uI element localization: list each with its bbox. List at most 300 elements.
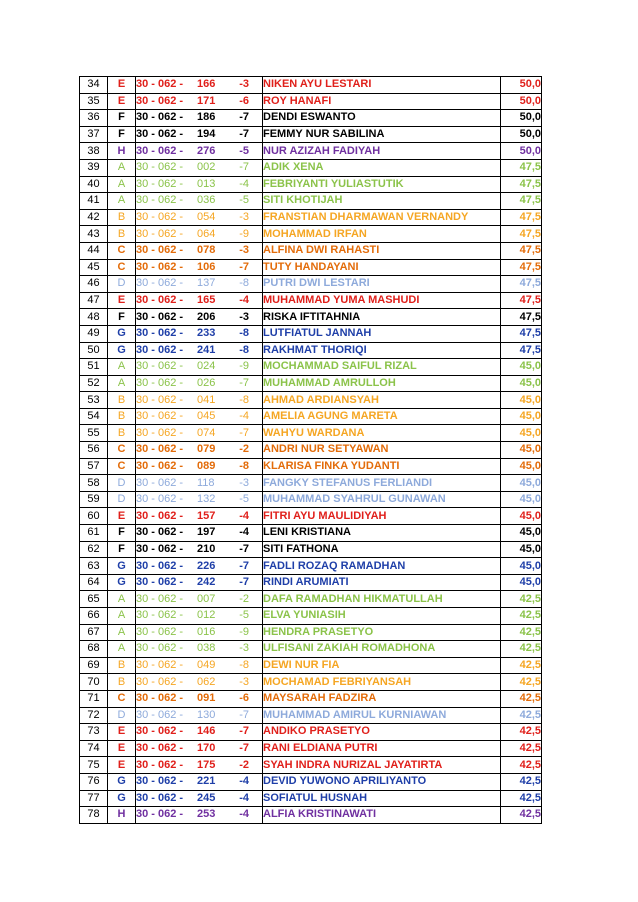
table-row bbox=[80, 807, 542, 824]
row-number: 35 bbox=[80, 93, 108, 110]
student-name: KLARISA FINKA YUDANTI bbox=[263, 458, 501, 475]
row-number: 78 bbox=[80, 807, 108, 824]
row-number: 74 bbox=[80, 740, 108, 757]
registration-code bbox=[136, 491, 263, 508]
code-check: -5 bbox=[239, 493, 249, 506]
score-value: 42,5 bbox=[501, 807, 542, 824]
code-check: -7 bbox=[239, 161, 249, 174]
score-value: 47,5 bbox=[501, 193, 542, 210]
class-letter: E bbox=[108, 740, 136, 757]
registration-code bbox=[136, 674, 263, 691]
table-row bbox=[80, 375, 542, 392]
score-value: 47,5 bbox=[501, 159, 542, 176]
class-letter: D bbox=[108, 475, 136, 492]
student-name: LENI KRISTIANA bbox=[263, 525, 501, 542]
code-check: -2 bbox=[239, 758, 249, 771]
class-letter: B bbox=[108, 209, 136, 226]
row-number: 34 bbox=[80, 77, 108, 94]
student-name: MOHAMMAD IRFAN bbox=[263, 226, 501, 243]
student-name: FANGKY STEFANUS FERLIANDI bbox=[263, 475, 501, 492]
table-row bbox=[80, 425, 542, 442]
results-table-body bbox=[80, 77, 542, 824]
class-letter: G bbox=[108, 790, 136, 807]
code-number: 049 bbox=[197, 659, 216, 672]
student-name: DEWI NUR FIA bbox=[263, 657, 501, 674]
results-table bbox=[79, 76, 542, 824]
student-name: ELVA YUNIASIH bbox=[263, 608, 501, 625]
table-row bbox=[80, 773, 542, 790]
student-name: ANDRI NUR SETYAWAN bbox=[263, 442, 501, 459]
registration-code bbox=[136, 740, 263, 757]
code-number: 253 bbox=[197, 808, 216, 821]
code-check: -8 bbox=[239, 277, 249, 290]
code-number: 036 bbox=[197, 194, 216, 207]
table-row bbox=[80, 292, 542, 309]
score-value: 50,0 bbox=[501, 143, 542, 160]
row-number: 61 bbox=[80, 525, 108, 542]
class-letter: B bbox=[108, 657, 136, 674]
row-number: 56 bbox=[80, 442, 108, 459]
score-value: 42,5 bbox=[501, 624, 542, 641]
code-check: -3 bbox=[239, 642, 249, 655]
score-value: 45,0 bbox=[501, 458, 542, 475]
table-row bbox=[80, 624, 542, 641]
code-number: 206 bbox=[197, 310, 216, 323]
table-row bbox=[80, 740, 542, 757]
student-name: DAFA RAMADHAN HIKMATULLAH bbox=[263, 591, 501, 608]
code-prefix: 30 - 062 - bbox=[136, 277, 184, 290]
score-value: 42,5 bbox=[501, 724, 542, 741]
student-name: MUHAMMAD AMRULLOH bbox=[263, 375, 501, 392]
score-value: 47,5 bbox=[501, 342, 542, 359]
class-letter: C bbox=[108, 690, 136, 707]
class-letter: C bbox=[108, 442, 136, 459]
score-value: 47,5 bbox=[501, 242, 542, 259]
row-number: 70 bbox=[80, 674, 108, 691]
row-number: 64 bbox=[80, 574, 108, 591]
code-prefix: 30 - 062 - bbox=[136, 360, 184, 373]
table-row bbox=[80, 674, 542, 691]
code-check: -9 bbox=[239, 360, 249, 373]
code-check: -4 bbox=[239, 775, 249, 788]
row-number: 54 bbox=[80, 408, 108, 425]
table-row bbox=[80, 408, 542, 425]
score-value: 45,0 bbox=[501, 375, 542, 392]
class-letter: E bbox=[108, 93, 136, 110]
code-prefix: 30 - 062 - bbox=[136, 260, 184, 273]
code-prefix: 30 - 062 - bbox=[136, 559, 184, 572]
code-number: 221 bbox=[197, 775, 216, 788]
registration-code bbox=[136, 259, 263, 276]
class-letter: A bbox=[108, 193, 136, 210]
registration-code bbox=[136, 425, 263, 442]
registration-code bbox=[136, 558, 263, 575]
code-number: 130 bbox=[197, 708, 216, 721]
score-value: 47,5 bbox=[501, 292, 542, 309]
class-letter: G bbox=[108, 558, 136, 575]
row-number: 59 bbox=[80, 491, 108, 508]
code-number: 186 bbox=[197, 111, 216, 124]
code-prefix: 30 - 062 - bbox=[136, 675, 184, 688]
table-row bbox=[80, 757, 542, 774]
code-number: 024 bbox=[197, 360, 216, 373]
code-number: 062 bbox=[197, 675, 216, 688]
code-prefix: 30 - 062 - bbox=[136, 177, 184, 190]
table-row bbox=[80, 193, 542, 210]
registration-code bbox=[136, 93, 263, 110]
registration-code bbox=[136, 525, 263, 542]
registration-code bbox=[136, 707, 263, 724]
code-number: 007 bbox=[197, 592, 216, 605]
code-check: -2 bbox=[239, 443, 249, 456]
code-check: -4 bbox=[239, 177, 249, 190]
table-row bbox=[80, 525, 542, 542]
class-letter: E bbox=[108, 757, 136, 774]
row-number: 65 bbox=[80, 591, 108, 608]
table-row bbox=[80, 226, 542, 243]
class-letter: F bbox=[108, 541, 136, 558]
code-prefix: 30 - 062 - bbox=[136, 94, 184, 107]
class-letter: A bbox=[108, 159, 136, 176]
code-check: -7 bbox=[239, 426, 249, 439]
registration-code bbox=[136, 110, 263, 127]
code-check: -5 bbox=[239, 144, 249, 157]
code-check: -7 bbox=[239, 111, 249, 124]
student-name: RANI ELDIANA PUTRI bbox=[263, 740, 501, 757]
class-letter: D bbox=[108, 707, 136, 724]
registration-code bbox=[136, 392, 263, 409]
code-number: 175 bbox=[197, 758, 216, 771]
registration-code bbox=[136, 442, 263, 459]
student-name: MOCHAMAD FEBRIYANSAH bbox=[263, 674, 501, 691]
code-prefix: 30 - 062 - bbox=[136, 426, 184, 439]
code-check: -3 bbox=[239, 211, 249, 224]
code-prefix: 30 - 062 - bbox=[136, 78, 184, 91]
registration-code bbox=[136, 773, 263, 790]
code-prefix: 30 - 062 - bbox=[136, 376, 184, 389]
student-name: WAHYU WARDANA bbox=[263, 425, 501, 442]
code-check: -6 bbox=[239, 94, 249, 107]
score-value: 47,5 bbox=[501, 176, 542, 193]
code-number: 276 bbox=[197, 144, 216, 157]
code-check: -7 bbox=[239, 376, 249, 389]
row-number: 40 bbox=[80, 176, 108, 193]
table-row bbox=[80, 724, 542, 741]
row-number: 73 bbox=[80, 724, 108, 741]
table-row bbox=[80, 558, 542, 575]
code-number: 241 bbox=[197, 343, 216, 356]
code-prefix: 30 - 062 - bbox=[136, 708, 184, 721]
student-name: DENDI ESWANTO bbox=[263, 110, 501, 127]
row-number: 41 bbox=[80, 193, 108, 210]
code-number: 012 bbox=[197, 609, 216, 622]
code-prefix: 30 - 062 - bbox=[136, 791, 184, 804]
score-value: 42,5 bbox=[501, 773, 542, 790]
code-check: -8 bbox=[239, 459, 249, 472]
student-name: NIKEN AYU LESTARI bbox=[263, 77, 501, 94]
score-value: 42,5 bbox=[501, 591, 542, 608]
table-row bbox=[80, 690, 542, 707]
table-row bbox=[80, 159, 542, 176]
class-letter: C bbox=[108, 242, 136, 259]
code-number: 038 bbox=[197, 642, 216, 655]
table-row bbox=[80, 608, 542, 625]
table-row bbox=[80, 126, 542, 143]
row-number: 57 bbox=[80, 458, 108, 475]
table-row bbox=[80, 458, 542, 475]
student-name: SITI KHOTIJAH bbox=[263, 193, 501, 210]
student-name: FEMMY NUR SABILINA bbox=[263, 126, 501, 143]
row-number: 48 bbox=[80, 309, 108, 326]
class-letter: G bbox=[108, 574, 136, 591]
table-row bbox=[80, 110, 542, 127]
student-name: SITI FATHONA bbox=[263, 541, 501, 558]
score-value: 42,5 bbox=[501, 707, 542, 724]
code-prefix: 30 - 062 - bbox=[136, 576, 184, 589]
student-name: ALFIA KRISTINAWATI bbox=[263, 807, 501, 824]
student-name: FITRI AYU MAULIDIYAH bbox=[263, 508, 501, 525]
code-prefix: 30 - 062 - bbox=[136, 775, 184, 788]
row-number: 68 bbox=[80, 641, 108, 658]
code-prefix: 30 - 062 - bbox=[136, 659, 184, 672]
code-check: -8 bbox=[239, 659, 249, 672]
table-row bbox=[80, 242, 542, 259]
student-name: MOCHAMMAD SAIFUL RIZAL bbox=[263, 359, 501, 376]
registration-code bbox=[136, 508, 263, 525]
registration-code bbox=[136, 690, 263, 707]
registration-code bbox=[136, 176, 263, 193]
code-number: 079 bbox=[197, 443, 216, 456]
registration-code bbox=[136, 807, 263, 824]
score-value: 45,0 bbox=[501, 508, 542, 525]
code-check: -6 bbox=[239, 692, 249, 705]
code-check: -7 bbox=[239, 576, 249, 589]
code-check: -4 bbox=[239, 808, 249, 821]
registration-code bbox=[136, 226, 263, 243]
class-letter: E bbox=[108, 724, 136, 741]
registration-code bbox=[136, 309, 263, 326]
code-prefix: 30 - 062 - bbox=[136, 161, 184, 174]
code-number: 016 bbox=[197, 625, 216, 638]
code-prefix: 30 - 062 - bbox=[136, 211, 184, 224]
code-number: 054 bbox=[197, 211, 216, 224]
class-letter: G bbox=[108, 773, 136, 790]
class-letter: A bbox=[108, 641, 136, 658]
code-check: -4 bbox=[239, 509, 249, 522]
score-value: 45,0 bbox=[501, 574, 542, 591]
class-letter: B bbox=[108, 392, 136, 409]
class-letter: B bbox=[108, 408, 136, 425]
row-number: 51 bbox=[80, 359, 108, 376]
code-prefix: 30 - 062 - bbox=[136, 459, 184, 472]
student-name: AMELIA AGUNG MARETA bbox=[263, 408, 501, 425]
class-letter: D bbox=[108, 491, 136, 508]
class-letter: B bbox=[108, 425, 136, 442]
score-value: 42,5 bbox=[501, 641, 542, 658]
code-prefix: 30 - 062 - bbox=[136, 808, 184, 821]
student-name: RAKHMAT THORIQI bbox=[263, 342, 501, 359]
code-prefix: 30 - 062 - bbox=[136, 310, 184, 323]
registration-code bbox=[136, 292, 263, 309]
row-number: 36 bbox=[80, 110, 108, 127]
registration-code bbox=[136, 375, 263, 392]
student-name: SYAH INDRA NURIZAL JAYATIRTA bbox=[263, 757, 501, 774]
code-number: 157 bbox=[197, 509, 216, 522]
code-number: 146 bbox=[197, 725, 216, 738]
student-name: SOFIATUL HUSNAH bbox=[263, 790, 501, 807]
code-prefix: 30 - 062 - bbox=[136, 642, 184, 655]
table-row bbox=[80, 77, 542, 94]
code-number: 089 bbox=[197, 459, 216, 472]
student-name: RINDI ARUMIATI bbox=[263, 574, 501, 591]
class-letter: B bbox=[108, 674, 136, 691]
code-number: 170 bbox=[197, 742, 216, 755]
row-number: 60 bbox=[80, 508, 108, 525]
row-number: 75 bbox=[80, 757, 108, 774]
code-number: 226 bbox=[197, 559, 216, 572]
registration-code bbox=[136, 126, 263, 143]
registration-code bbox=[136, 458, 263, 475]
code-prefix: 30 - 062 - bbox=[136, 227, 184, 240]
code-number: 242 bbox=[197, 576, 216, 589]
table-row bbox=[80, 93, 542, 110]
code-prefix: 30 - 062 - bbox=[136, 542, 184, 555]
table-row bbox=[80, 707, 542, 724]
student-name: ANDIKO PRASETYO bbox=[263, 724, 501, 741]
score-value: 47,5 bbox=[501, 209, 542, 226]
class-letter: C bbox=[108, 259, 136, 276]
registration-code bbox=[136, 193, 263, 210]
score-value: 42,5 bbox=[501, 674, 542, 691]
code-prefix: 30 - 062 - bbox=[136, 410, 184, 423]
score-value: 50,0 bbox=[501, 77, 542, 94]
student-name: ADIK XENA bbox=[263, 159, 501, 176]
row-number: 39 bbox=[80, 159, 108, 176]
row-number: 37 bbox=[80, 126, 108, 143]
code-prefix: 30 - 062 - bbox=[136, 294, 184, 307]
score-value: 47,5 bbox=[501, 259, 542, 276]
score-value: 42,5 bbox=[501, 657, 542, 674]
class-letter: A bbox=[108, 608, 136, 625]
code-prefix: 30 - 062 - bbox=[136, 742, 184, 755]
score-value: 45,0 bbox=[501, 475, 542, 492]
code-number: 245 bbox=[197, 791, 216, 804]
code-prefix: 30 - 062 - bbox=[136, 327, 184, 340]
score-value: 42,5 bbox=[501, 608, 542, 625]
registration-code bbox=[136, 724, 263, 741]
code-number: 118 bbox=[197, 476, 215, 489]
student-name: TUTY HANDAYANI bbox=[263, 259, 501, 276]
code-check: -7 bbox=[239, 542, 249, 555]
score-value: 45,0 bbox=[501, 425, 542, 442]
student-name: ROY HANAFI bbox=[263, 93, 501, 110]
code-number: 171 bbox=[197, 94, 216, 107]
code-number: 210 bbox=[197, 542, 216, 555]
student-name: MAYSARAH FADZIRA bbox=[263, 690, 501, 707]
code-prefix: 30 - 062 - bbox=[136, 144, 184, 157]
registration-code bbox=[136, 624, 263, 641]
student-name: ALFINA DWI RAHASTI bbox=[263, 242, 501, 259]
code-number: 002 bbox=[197, 161, 216, 174]
class-letter: H bbox=[108, 807, 136, 824]
student-name: MUHAMMAD SYAHRUL GUNAWAN bbox=[263, 491, 501, 508]
table-row bbox=[80, 276, 542, 293]
table-row bbox=[80, 475, 542, 492]
code-check: -7 bbox=[239, 128, 249, 141]
table-row bbox=[80, 259, 542, 276]
row-number: 49 bbox=[80, 325, 108, 342]
score-value: 47,5 bbox=[501, 309, 542, 326]
registration-code bbox=[136, 209, 263, 226]
table-row bbox=[80, 442, 542, 459]
registration-code bbox=[136, 641, 263, 658]
table-row bbox=[80, 591, 542, 608]
table-row bbox=[80, 657, 542, 674]
registration-code bbox=[136, 657, 263, 674]
code-check: -3 bbox=[239, 675, 249, 688]
registration-code bbox=[136, 276, 263, 293]
code-check: -7 bbox=[239, 260, 249, 273]
code-prefix: 30 - 062 - bbox=[136, 609, 184, 622]
code-check: -2 bbox=[239, 592, 249, 605]
code-number: 026 bbox=[197, 376, 216, 389]
student-name: FEBRIYANTI YULIASTUTIK bbox=[263, 176, 501, 193]
score-value: 45,0 bbox=[501, 491, 542, 508]
code-number: 233 bbox=[197, 327, 216, 340]
class-letter: E bbox=[108, 77, 136, 94]
registration-code bbox=[136, 574, 263, 591]
class-letter: A bbox=[108, 359, 136, 376]
class-letter: G bbox=[108, 342, 136, 359]
registration-code bbox=[136, 757, 263, 774]
student-name: FRANSTIAN DHARMAWAN VERNANDY bbox=[263, 209, 501, 226]
code-number: 194 bbox=[197, 128, 216, 141]
score-value: 47,5 bbox=[501, 226, 542, 243]
class-letter: D bbox=[108, 276, 136, 293]
table-row bbox=[80, 342, 542, 359]
code-prefix: 30 - 062 - bbox=[136, 493, 184, 506]
row-number: 53 bbox=[80, 392, 108, 409]
registration-code bbox=[136, 242, 263, 259]
row-number: 63 bbox=[80, 558, 108, 575]
code-prefix: 30 - 062 - bbox=[136, 526, 184, 539]
row-number: 58 bbox=[80, 475, 108, 492]
class-letter: F bbox=[108, 126, 136, 143]
code-prefix: 30 - 062 - bbox=[136, 343, 184, 356]
student-name: AHMAD ARDIANSYAH bbox=[263, 392, 501, 409]
table-row bbox=[80, 508, 542, 525]
score-value: 50,0 bbox=[501, 110, 542, 127]
score-value: 42,5 bbox=[501, 740, 542, 757]
student-name: HENDRA PRASETYO bbox=[263, 624, 501, 641]
code-prefix: 30 - 062 - bbox=[136, 509, 184, 522]
table-row bbox=[80, 325, 542, 342]
row-number: 44 bbox=[80, 242, 108, 259]
code-number: 041 bbox=[197, 393, 216, 406]
row-number: 62 bbox=[80, 541, 108, 558]
student-name: MUHAMMAD YUMA MASHUDI bbox=[263, 292, 501, 309]
student-name: ULFISANI ZAKIAH ROMADHONA bbox=[263, 641, 501, 658]
code-number: 045 bbox=[197, 410, 216, 423]
registration-code bbox=[136, 143, 263, 160]
table-row bbox=[80, 392, 542, 409]
code-check: -4 bbox=[239, 410, 249, 423]
table-row bbox=[80, 143, 542, 160]
registration-code bbox=[136, 790, 263, 807]
code-check: -7 bbox=[239, 742, 249, 755]
student-name: MUHAMMAD AMIRUL KURNIAWAN bbox=[263, 707, 501, 724]
registration-code bbox=[136, 475, 263, 492]
